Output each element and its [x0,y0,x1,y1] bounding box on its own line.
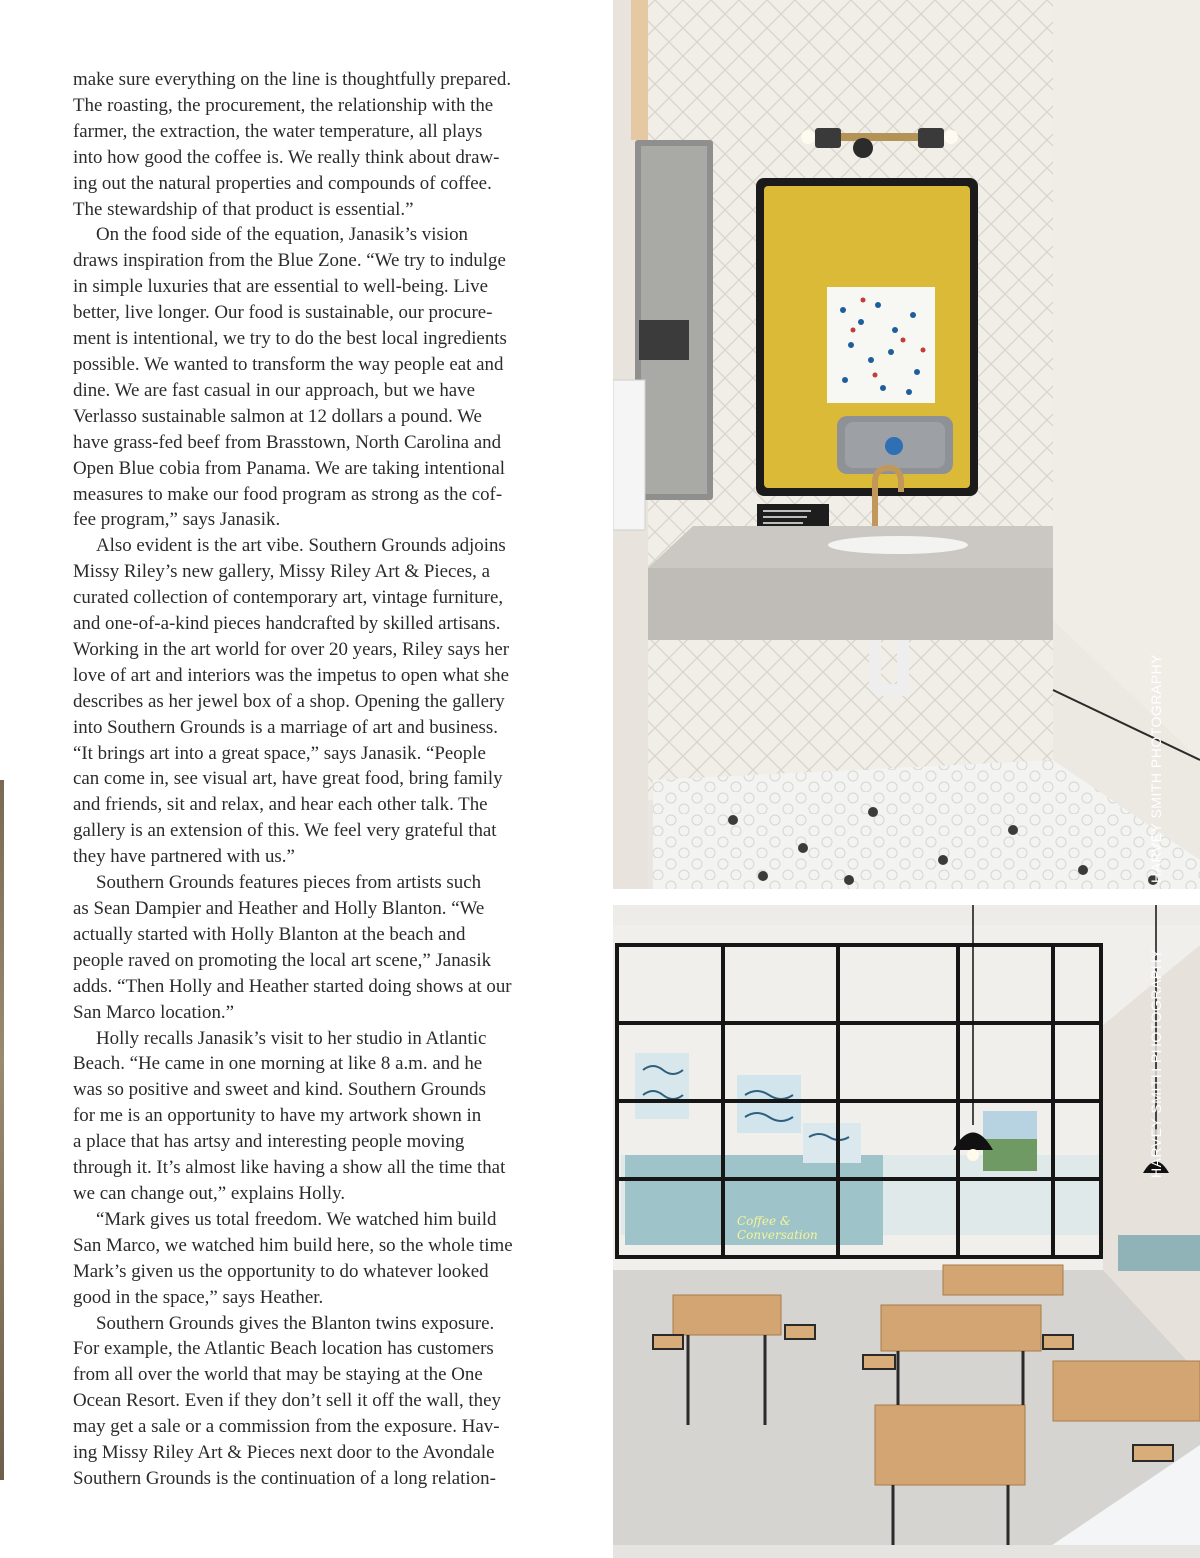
paragraph-1: make sure everything on the line is thoughtfully prepared. The roasting, the procurement, the relationship with the farmer, the extraction, the water temperature, all plays into how good the coffee is. We really think about draw- ing out the natural properties and compounds of coffee. The stewardship of that product is essential.” [73,69,512,220]
photo-credit-bottom: HARVEY SMITH PHOTOGRAPHY [1148,948,1164,1178]
dining-room-photo [613,905,1200,1558]
paragraph-4: Southern Grounds features pieces from artists such as Sean Dampier and Heather and Holly Blanton. “We actually started with Holly Blanton at the beach and people raved on promoting the local art scene,” Janasik adds. “Then Holly and Heather started doing shows at our San Marco location.” [73,872,512,1023]
photo-credit-top: HARVEY SMITH PHOTOGRAPHY [1148,653,1164,883]
svg-text:Coffee &: Coffee & [737,1214,791,1228]
paragraph-6: “Mark gives us total freedom. We watched him build San Marco, we watched him build here, so the whole time Mark’s given us the opportunity to do whatever looked good in the space,” says Heather. [73,1208,513,1308]
left-edge-strip [0,780,4,1480]
article-column [73,67,585,1492]
paragraph-5: Holly recalls Janasik’s visit to her studio in Atlantic Beach. “He came in one morning at like 8 a.m. and he was so positive and sweet and kind. Southern Grounds for me is an opportunity to have my artwork shown in a place that has artsy and interesting people moving through it. It’s almost like having a show all the time that we can change out,” explains Holly. [73,1027,506,1204]
paragraph-7: Southern Grounds gives the Blanton twins exposure. For example, the Atlantic Beach location has customers from all over the world that may be staying at the One Ocean Resort. Even if they don’t sell it off the wall, they may get a sale or a commission from the exposure. Hav- ing Missy Riley Art & Pieces next door to the Avondale Southern Grounds is the continuation of a long relation- [73,1312,501,1489]
paragraph-3: Also evident is the art vibe. Southern Grounds adjoins Missy Riley’s new gallery, Missy Riley Art & Pieces, a curated collection of contemporary art, vintage furniture, and one-of-a-kind pieces handcrafted by skilled artisans. Working in the art world for over 20 years, Riley says her love of art and interiors was the impetus to open what she describes as her jewel box of a shop. Opening the gallery into Southern Grounds is a marriage of art and business. “It brings art into a great space,” says Janasik. “People can come in, see visual art, have great food, bring family and friends, sit and relax, and hear each other talk. The gallery is an extension of this. We feel very grateful that they have partnered with us.” [73,535,509,868]
paragraph-2: On the food side of the equation, Janasik’s vision draws inspiration from the Blue Zone. “We try to indulge in simple luxuries that are essential to well-being. Live better, live longer. Our food is sustainable, our procure- ment is intentional, we try to do the best local ingredients possible. We wanted to transform the way people eat and dine. We are fast casual in our approach, but we have Verlasso sustainable salmon at 12 dollars a pound. We have grass-fed beef from Brasstown, North Carolina and Open Blue cobia from Panama. We are taking intentional measures to make our food program as strong as the cof- fee program,” says Janasik. [73,224,507,531]
restroom-illustration [613,0,1200,889]
dining-room-illustration [613,905,1200,1558]
svg-text:Conversation: Conversation [737,1228,818,1242]
restroom-photo [613,0,1200,889]
